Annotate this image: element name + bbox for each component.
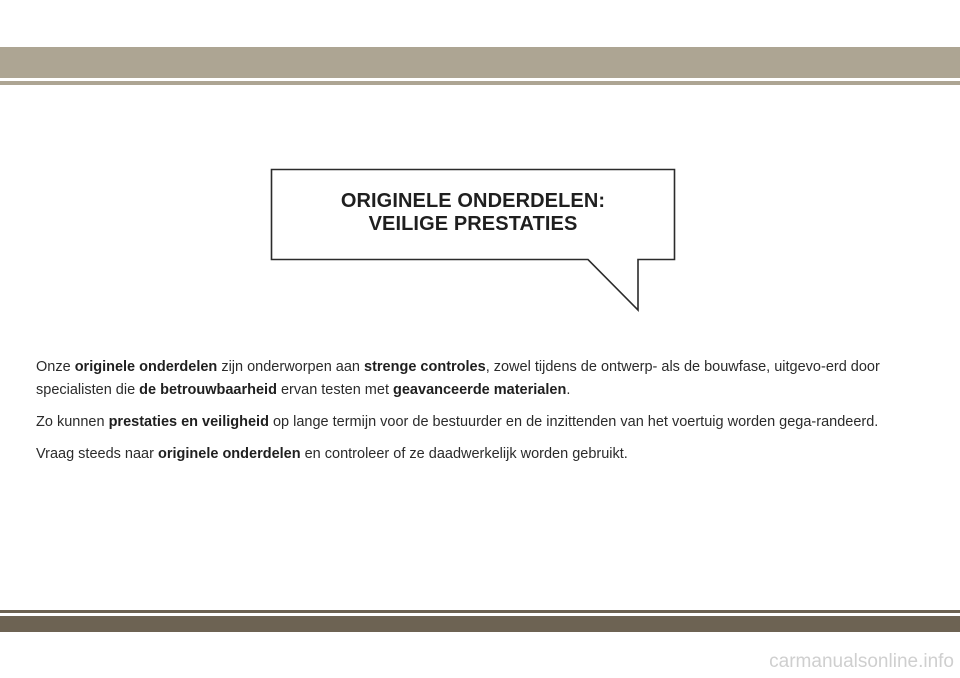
- header-rule: [0, 81, 960, 85]
- paragraph: [36, 411, 926, 434]
- callout-heading-line-1: ORIGINELE ONDERDELEN:: [340, 190, 606, 212]
- callout-heading-line-2: VEILIGE PRESTATIES: [368, 213, 578, 235]
- text-run: zijn onderworpen aan: [217, 359, 365, 375]
- text-run: op lange termijn voor de bestuurder en de inzittenden van het voertuig worden gega-randeerd.: [268, 414, 879, 430]
- emphasis-run: strenge controles: [364, 359, 486, 375]
- text-run: .: [566, 382, 571, 398]
- watermark-text: carmanualsonline.info: [769, 651, 954, 672]
- text-run: ervan testen met: [276, 382, 394, 398]
- text-run: Onze: [36, 359, 75, 375]
- emphasis-run: originele onderdelen: [74, 359, 218, 375]
- callout-heading: [272, 190, 674, 236]
- footer-rule: [0, 610, 960, 613]
- emphasis-run: originele onderdelen: [157, 446, 301, 462]
- paragraph: [36, 443, 926, 466]
- text-run: en controleer of ze daadwerkelijk worden gebruikt.: [300, 446, 628, 462]
- text-run: Zo kunnen: [36, 414, 109, 430]
- emphasis-run: geavanceerde materialen: [393, 382, 567, 398]
- paragraph: [36, 356, 926, 402]
- emphasis-run: prestaties en veiligheid: [108, 414, 269, 430]
- text-run: , zowel tijdens de ontwerp- als de bouwfase, uitgevo-erd door specialisten die: [36, 359, 880, 398]
- text-run: Vraag steeds naar: [36, 446, 158, 462]
- speech-bubble-callout: [270, 168, 676, 312]
- body-text: [36, 356, 926, 475]
- header-band: [0, 47, 960, 78]
- emphasis-run: de betrouwbaarheid: [139, 382, 277, 398]
- footer-band: [0, 616, 960, 632]
